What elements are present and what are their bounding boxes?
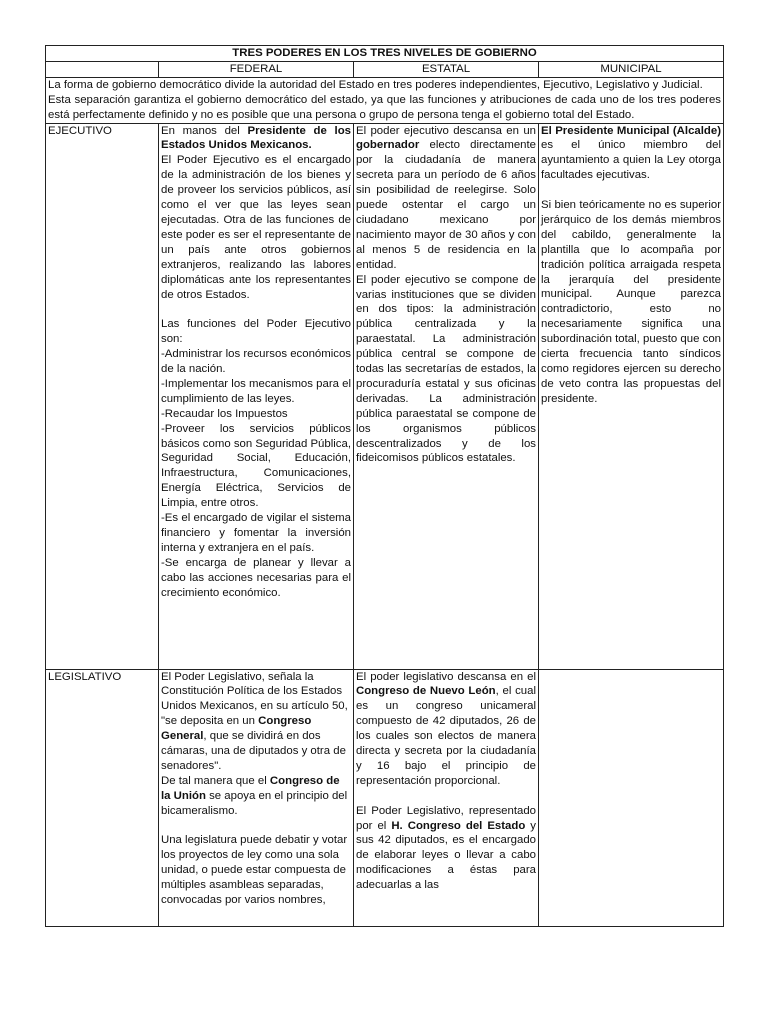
column-header-row: [46, 61, 724, 77]
bold-text: gobernador: [356, 139, 420, 152]
text-paragraph: [356, 670, 536, 789]
text-paragraph: Las funciones del Poder Ejecutivo son:: [161, 318, 351, 346]
list-item: -Implementar los mecanismos para el cumplimiento de las leyes.: [161, 377, 351, 405]
title-row: [46, 46, 724, 62]
text-run: se apoya en el principio del bicameralismo.: [161, 789, 348, 817]
bold-text: El Presidente Municipal (Alcalde): [541, 124, 721, 137]
cell-legislativo-federal: [159, 669, 354, 926]
intro-cell: [46, 77, 724, 123]
text-run: En manos del: [161, 124, 248, 137]
text-run: y sus 42 diputados, es el encargado de elaborar leyes o llevar a cabo modificaciones a éstas para adecuarlas a las: [356, 819, 536, 892]
column-header-federal: FEDERAL: [159, 61, 354, 77]
list-item: -Administrar los recursos económicos de la nación.: [161, 348, 351, 376]
text-paragraph: El Poder Ejecutivo es el encargado de la administración de los bienes y de proveer los servicios públicos, así como el ver que las leyes sean ejecutadas. Otra de las funciones de este poder es ser el representante de un país ante otros gobiernos extranjeros, realizando las labores diplomáticas ante los representantes de otros Estados.: [161, 154, 351, 301]
text-paragraph: [161, 774, 351, 819]
text-run: , que se dividirá en dos cámaras, una de diputados y otra de senadores".: [161, 730, 346, 772]
list-item: -Es el encargado de vigilar el sistema financiero y fomentar la inversión interna y extranjera en el país.: [161, 512, 351, 554]
text-paragraph: [161, 670, 351, 774]
list-item: -Se encarga de planear y llevar a cabo las acciones necesarias para el crecimiento económico.: [161, 556, 351, 599]
cell-ejecutivo-municipal: [539, 123, 724, 669]
powers-table: [45, 45, 724, 927]
document-title: TRES PODERES EN LOS TRES NIVELES DE GOBIERNO: [46, 46, 724, 62]
cell-ejecutivo-estatal: [354, 123, 539, 669]
row-legislativo: [46, 669, 724, 926]
text-run: es el único miembro del ayuntamiento a quien la Ley otorga facultades ejecutivas.: [541, 139, 721, 182]
text-paragraph: Si bien teóricamente no es superior jerárquico de los demás miembros del cabildo, generalmente la plantilla que lo acompaña por tradición política arraigada respeta la jerarquía del presidente municipal. Aunque parezca contradictorio, esto no necesariamente significa una subordinación total, puesto que con cierta frecuencia tanto síndicos como regidores ejercen su derecho de veto contra las propuestas del presidente.: [541, 199, 721, 405]
row-ejecutivo: [46, 123, 724, 669]
intro-paragraph: La forma de gobierno democrático divide la autoridad del Estado en tres poderes independientes, Ejecutivo, Legislativo y Judicial.: [48, 78, 703, 91]
text-run: El Poder Legislativo, señala la Constitución Política de los Estados Unidos Mexicanos, en su artículo 50, "se deposita en un: [161, 670, 348, 728]
intro-paragraph: Esta separación garantiza el gobierno democrático del estado, ya que las funciones y atribuciones de cada uno de los tres poderes está perfectamente definido y no es posible que una persona o grupo de persona tenga el gobierno total del Estado.: [48, 93, 721, 121]
text-run: electo directamente por la ciudadanía de manera secreta para un período de 6 años sin posibilidad de reelegirse. Solo puede ostentar el cargo un ciudadano mexicano por nacimiento mayor de 30 años y con al menos 5 de residencia en la entidad.: [356, 139, 536, 271]
cell-legislativo-municipal: [539, 669, 724, 926]
list-item: -Recaudar los Impuestos: [161, 407, 288, 420]
column-header-municipal: MUNICIPAL: [539, 61, 724, 77]
text-paragraph: El poder ejecutivo se compone de varias instituciones que se dividen en dos tipos: la administración pública centralizada y la paraestatal. La administración pública central se compone de todas las secretarías de estados, la procuraduría estatal y sus oficinas derivadas. La administración pública paraestatal se compone de los organismos públicos descentralizados y de los fideicomisos públicos estatales.: [356, 273, 536, 465]
text-paragraph: [356, 124, 536, 273]
text-paragraph: Una legislatura puede debatir y votar los proyectos de ley como una sola unidad, o puede estar compuesta de múltiples asambleas separadas, convocadas por varios nombres,: [161, 834, 348, 907]
cell-legislativo-estatal: [354, 669, 539, 926]
cell-ejecutivo-federal: [159, 123, 354, 669]
text-run: , el cual es un congreso unicameral compuesto de 42 diputados, 26 de los cuales son electos de manera directa y secreta por la ciudadanía y 16 bajo el principio de representación proporcional.: [356, 685, 536, 787]
row-label-ejecutivo: EJECUTIVO: [46, 123, 159, 669]
intro-row: [46, 77, 724, 123]
text-run: De tal manera que el: [161, 774, 270, 787]
bold-text: Congreso de la Unión: [161, 774, 340, 802]
text-paragraph: [161, 124, 351, 154]
bold-text: Congreso de Nuevo León: [356, 685, 496, 698]
text-paragraph: [541, 124, 721, 184]
list-item: -Proveer los servicios públicos básicos como son Seguridad Pública, Seguridad Social, Educación, Infraestructura, Comunicaciones, Energía Eléctrica, Servicios de Limpia, entre otros.: [161, 422, 351, 510]
empty-header-cell: [46, 61, 159, 77]
text-run: El poder ejecutivo descansa en un: [356, 124, 536, 137]
row-label-legislativo: LEGISLATIVO: [46, 669, 159, 926]
text-paragraph: [356, 804, 536, 893]
text-run: El poder legislativo descansa en el: [356, 670, 536, 683]
bold-text: Congreso General: [161, 715, 312, 743]
text-run: El Poder Legislativo, representado por el: [356, 804, 536, 832]
bold-text: H. Congreso del Estado: [391, 819, 526, 832]
column-header-estatal: ESTATAL: [354, 61, 539, 77]
bold-text: Presidente de los Estados Unidos Mexicanos.: [161, 124, 351, 152]
